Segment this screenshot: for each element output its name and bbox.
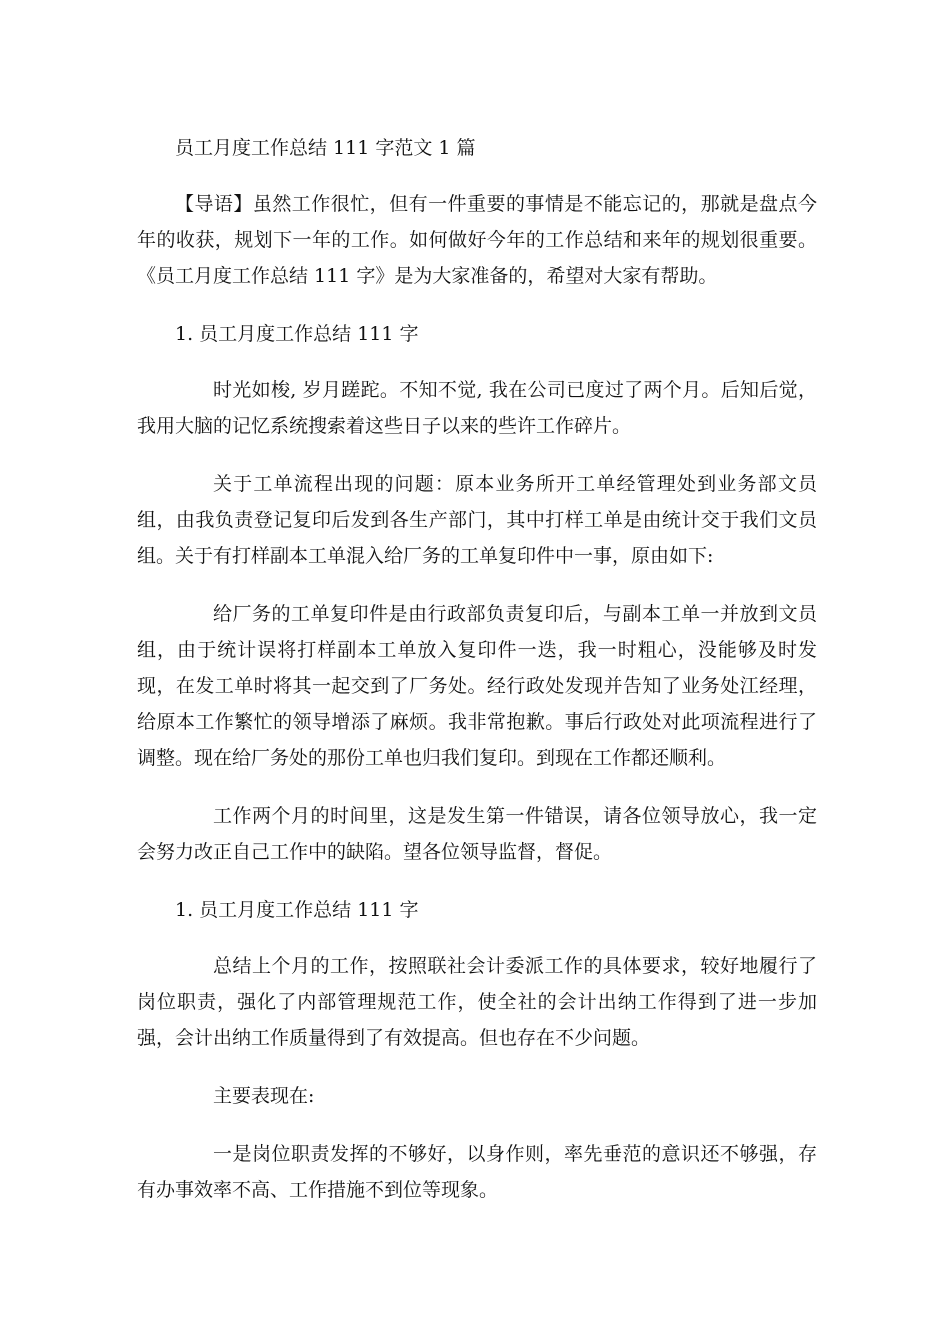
section-2-paragraph-3: 一是岗位职责发挥的不够好，以身作则，率先垂范的意识还不够强，存有办事效率不高、工作措施不到位等现象。 [137, 1143, 817, 1201]
section-1-paragraph-4: 工作两个月的时间里，这是发生第一件错误，请各位领导放心，我一定会努力改正自己工作中的缺陷。望各位领导监督，督促。 [137, 805, 817, 863]
section-1-heading: 1. 员工月度工作总结 111 字 [175, 323, 419, 345]
section-1-paragraph-2: 关于工单流程出现的问题：原本业务所开工单经管理处到业务部文员组，由我负责登记复印后发到各生产部门，其中打样工单是由统计交于我们文员组。关于有打样副本工单混入给厂务的工单复印件中一事，原由如下: [137, 473, 817, 567]
section-1-paragraph-1: 时光如梭, 岁月蹉跎。不知不觉, 我在公司已度过了两个月。后知后觉，我用大脑的记忆系统搜索着这些日子以来的些许工作碎片。 [137, 379, 817, 437]
intro-paragraph: 【导语】虽然工作很忙，但有一件重要的事情是不能忘记的，那就是盘点今年的收获，规划下一年的工作。如何做好今年的工作总结和来年的规划很重要。《员工月度工作总结 111 字》是为大家准备的，希望对大家有帮助。 [137, 193, 817, 287]
section-2-heading: 1. 员工月度工作总结 111 字 [175, 899, 419, 921]
section-2-paragraph-2: 主要表现在: [213, 1085, 315, 1107]
section-1-paragraph-3: 给厂务的工单复印件是由行政部负责复印后，与副本工单一并放到文员组，由于统计误将打样副本工单放入复印件一迭，我一时粗心，没能够及时发现，在发工单时将其一起交到了厂务处。经行政处发现并告知了业务处江经理，给原本工作繁忙的领导增添了麻烦。我非常抱歉。事后行政处对此项流程进行了调整。现在给厂务处的那份工单也归我们复印。到现在工作都还顺利。 [137, 603, 817, 769]
document-title: 员工月度工作总结 111 字范文 1 篇 [175, 137, 476, 159]
document-body [137, 130, 817, 1230]
section-2-paragraph-1: 总结上个月的工作，按照联社会计委派工作的具体要求，较好地履行了岗位职责，强化了内部管理规范工作，使全社的会计出纳工作得到了进一步加强，会计出纳工作质量得到了有效提高。但也存在不少问题。 [137, 955, 817, 1049]
